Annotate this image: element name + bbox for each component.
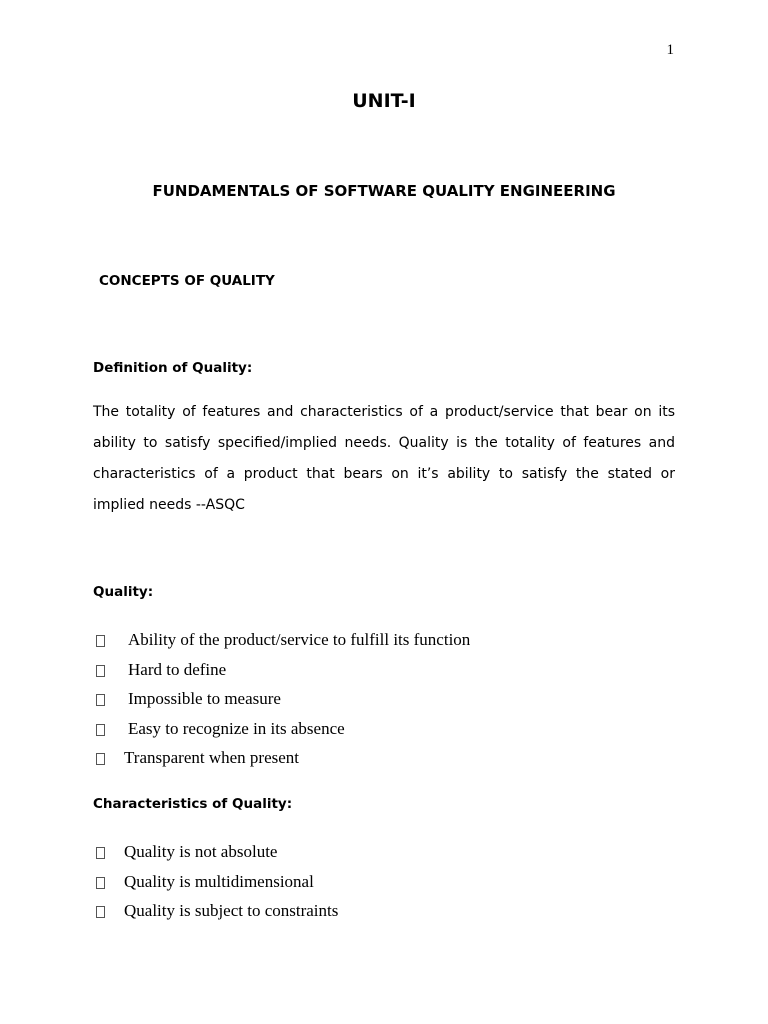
list-item-text: Hard to define <box>128 659 227 679</box>
list-item-text: Easy to recognize in its absence <box>128 718 345 738</box>
list-item-text: Ability of the product/service to fulfill its function <box>128 630 471 649</box>
square-bullet-icon <box>96 665 105 677</box>
section-heading: CONCEPTS OF QUALITY <box>99 273 275 289</box>
characteristics-heading: Characteristics of Quality: <box>93 796 293 812</box>
definition-source: --ASQC <box>195 497 245 513</box>
page-number: 1 <box>666 42 674 58</box>
square-bullet-icon <box>96 635 105 647</box>
square-bullet-icon <box>96 724 105 736</box>
definition-text: The totality of features and characteristics of a product/service that bear on its ability to satisfy specified/implied needs. Quality is the totality of features and characteristics of a product that bears on it’s ability to satisfy the stated or implied needs <box>93 404 675 513</box>
square-bullet-icon <box>96 694 105 706</box>
list-item-text: Quality is multidimensional <box>124 871 314 891</box>
definition-heading: Definition of Quality: <box>93 360 253 376</box>
square-bullet-icon <box>96 753 105 765</box>
definition-paragraph <box>93 397 675 521</box>
quality-heading: Quality: <box>93 584 154 600</box>
unit-title: UNIT-I <box>352 90 416 112</box>
list-item-text: Transparent when present <box>124 748 299 767</box>
square-bullet-icon <box>96 906 105 918</box>
square-bullet-icon <box>96 847 105 859</box>
list-item-text: Impossible to measure <box>128 689 281 708</box>
document-title: FUNDAMENTALS OF SOFTWARE QUALITY ENGINEERING <box>152 182 616 200</box>
square-bullet-icon <box>96 877 105 889</box>
list-item-text: Quality is subject to constraints <box>124 901 339 920</box>
list-item-text: Quality is not absolute <box>124 842 278 861</box>
